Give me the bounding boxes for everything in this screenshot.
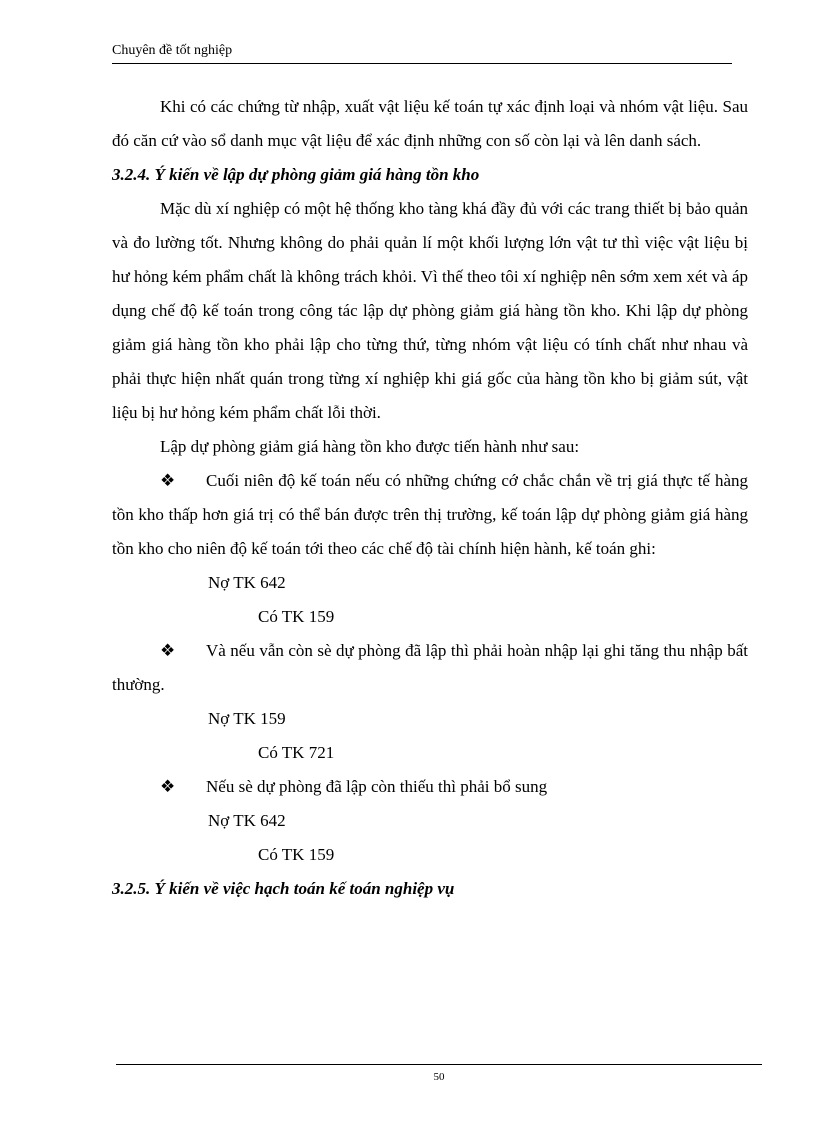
section-heading-3-2-5: 3.2.5. Ý kiến về việc hạch toán kế toán nghiệp vụ: [112, 879, 455, 898]
diamond-bullet-icon: ❖: [160, 777, 176, 796]
journal-entry-1-credit: Có TK 159: [258, 607, 335, 626]
section-heading-3-2-4: 3.2.4. Ý kiến về lập dự phòng giảm giá hàng tồn kho: [112, 165, 480, 184]
bullet-item-3: [112, 770, 748, 804]
journal-entry-3-debit: Nợ TK 642: [208, 811, 286, 830]
journal-entry-1-debit: Nợ TK 642: [208, 573, 286, 592]
footer-rule: [116, 1064, 762, 1065]
header-rule: [112, 63, 732, 64]
journal-entry-2-debit: Nợ TK 159: [208, 709, 286, 728]
journal-entry-2-credit: Có TK 721: [258, 743, 335, 762]
bullet-text-1: Cuối niên độ kế toán nếu có những chứng cớ chắc chắn về trị giá thực tế hàng tồn kho thấp hơn giá trị có thể bán được trên thị trường, kế toán lập dự phòng giảm giá hàng tồn kho cho niên độ kế toán tới theo các chế độ tài chính hiện hành, kế toán ghi:: [112, 471, 748, 558]
diamond-bullet-icon: ❖: [160, 641, 176, 660]
page-header: Chuyên đề tốt nghiệp: [112, 43, 233, 58]
diamond-bullet-icon: ❖: [160, 471, 176, 490]
intro-paragraph: Khi có các chứng từ nhập, xuất vật liệu kế toán tự xác định loại và nhóm vật liệu. Sau đó căn cứ vào sổ danh mục vật liệu để xác định những con số còn lại và lên danh sách.: [112, 97, 748, 150]
bullet-item-1: [112, 464, 748, 566]
bullet-text-2: Và nếu vẫn còn sè dự phòng đã lập thì phải hoàn nhập lại ghi tăng thu nhập bất thường.: [112, 641, 748, 694]
journal-entry-3-credit: Có TK 159: [258, 845, 335, 864]
bullet-text-3: Nếu sè dự phòng đã lập còn thiếu thì phải bổ sung: [206, 777, 548, 796]
inventory-provision-paragraph: Mặc dù xí nghiệp có một hệ thống kho tàng khá đầy đủ với các trang thiết bị bảo quản và đo lường tốt. Nhưng không do phải quản lí một khối lượng lớn vật tư thì việc vật liệu bị hư hỏng kém phẩm chất là không trách khỏi. Vì thế theo tôi xí nghiệp nên sớm xem xét và áp dụng chế độ kế toán trong công tác lập dự phòng giảm giá hàng tồn kho. Khi lập dự phòng giảm giá hàng tồn kho phải lập cho từng thứ, từng nhóm vật liệu có tính chất như nhau và phải thực hiện nhất quán trong từng xí nghiệp khi giá gốc của hàng tồn kho bị giảm sút, vật liệu bị hư hỏng kém phẩm chất lỗi thời.: [112, 199, 748, 422]
procedure-intro-paragraph: Lập dự phòng giảm giá hàng tồn kho được tiến hành như sau:: [160, 437, 580, 456]
document-body: [112, 90, 748, 906]
bullet-item-2: [112, 634, 748, 702]
page-number: 50: [433, 1071, 445, 1083]
